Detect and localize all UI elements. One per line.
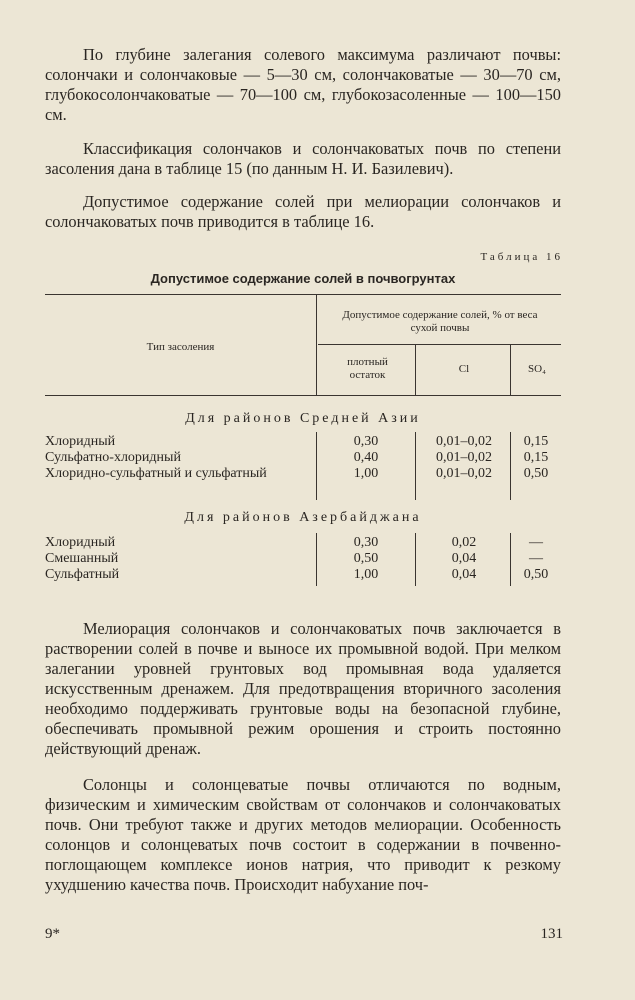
body-divider [510,533,511,586]
body-divider [415,533,416,586]
page-number: 131 [540,926,563,942]
table-title: Допустимое содержание солей в почвогрунтах [150,271,456,286]
cell-so4: 0,15 [523,450,549,465]
cell-cl: 0,04 [451,567,477,582]
cell-cl: 0,02 [451,535,477,550]
paragraph-classification: Классификация солончаков и солончаковатых почв по степени засоления дана в таблице 15 (по данным Н. И. Базилевич). [45,139,561,178]
header-dense-residue: плотный остаток [347,356,388,381]
cell-dense-residue: 0,30 [353,434,379,449]
table-caption: Таблица 16 [480,251,563,263]
cell-cl: 0,04 [451,551,477,566]
header-so4: SO₄ [528,363,546,375]
body-divider [415,432,416,500]
header-group: Допустимое содержание солей, % от веса сухой почвы [342,309,538,334]
table-header-divider [415,344,416,395]
row-name: Сульфатный [45,567,120,582]
row-name: Хлоридно-сульфатный и сульфатный [45,466,267,481]
table-subheader-rule [318,344,561,345]
section-title-central-asia: Для районов Средней Азии [185,411,421,426]
signature-mark: 9* [45,926,60,942]
header-cl: Cl [458,363,470,375]
cell-dense-residue: 1,00 [353,567,379,582]
cell-cl: 0,01–0,02 [436,450,492,465]
header-type: Тип засоления [146,341,215,353]
cell-cl: 0,01–0,02 [436,466,492,481]
table-top-rule [45,294,561,295]
cell-dense-residue: 0,40 [353,450,379,465]
body-divider [510,432,511,500]
cell-so4: — [529,551,543,566]
paragraph-solonetz: Солонцы и солонцеватые почвы отличаются по водным, физическим и химическим свойствам от солончаков и солончаковатых почв. Они требуют также и других методов мелиорации. Особенность солонцов и солонцеватых почв состоит в содержании в почвенно-поглощающем комплексе ионов натрия, что приводит к резкому ухудшению качества почв. Происходит набухание поч- [45,775,561,894]
paragraph-salt-depth: По глубине залегания солевого максимума различают почвы: солончаки и солончаковые — 5—30 см, солончаковатые — 30—70 см, глубокосолончаковатые — 70—100 см, глубокозасоленные — 100—150 см. [45,45,561,124]
cell-so4: 0,50 [523,567,549,582]
row-name: Хлоридный [45,535,116,550]
cell-dense-residue: 0,50 [353,551,379,566]
row-name: Хлоридный [45,434,116,449]
paragraph-permissible-salts: Допустимое содержание солей при мелиорации солончаков и солончаковатых почв приводится в таблице 16. [45,192,561,231]
body-divider [316,432,317,500]
cell-so4: 0,50 [523,466,549,481]
body-divider [316,533,317,586]
section-title-azerbaijan: Для районов Азербайджана [184,510,422,525]
table-header-divider [316,294,317,395]
paragraph-melioration: Мелиорация солончаков и солончаковатых почв заключается в растворении солей в почве и выносе их промывной водой. При мелком залегании уровней грунтовых вод промывная вода удаляется искусственным дренажем. Для предотвращения вторичного засоления необходимо поддерживать грунтовые воды на безопасной глубине, обеспечивать промывной режим орошения и строить постоянно действующий дренаж. [45,619,561,758]
cell-dense-residue: 1,00 [353,466,379,481]
cell-so4: — [529,535,543,550]
cell-dense-residue: 0,30 [353,535,379,550]
table-header-divider [510,344,511,395]
cell-so4: 0,15 [523,434,549,449]
row-name: Смешанный [45,551,119,566]
table-header-bottom-rule [45,395,561,396]
row-name: Сульфатно-хлоридный [45,450,181,465]
cell-cl: 0,01–0,02 [436,434,492,449]
